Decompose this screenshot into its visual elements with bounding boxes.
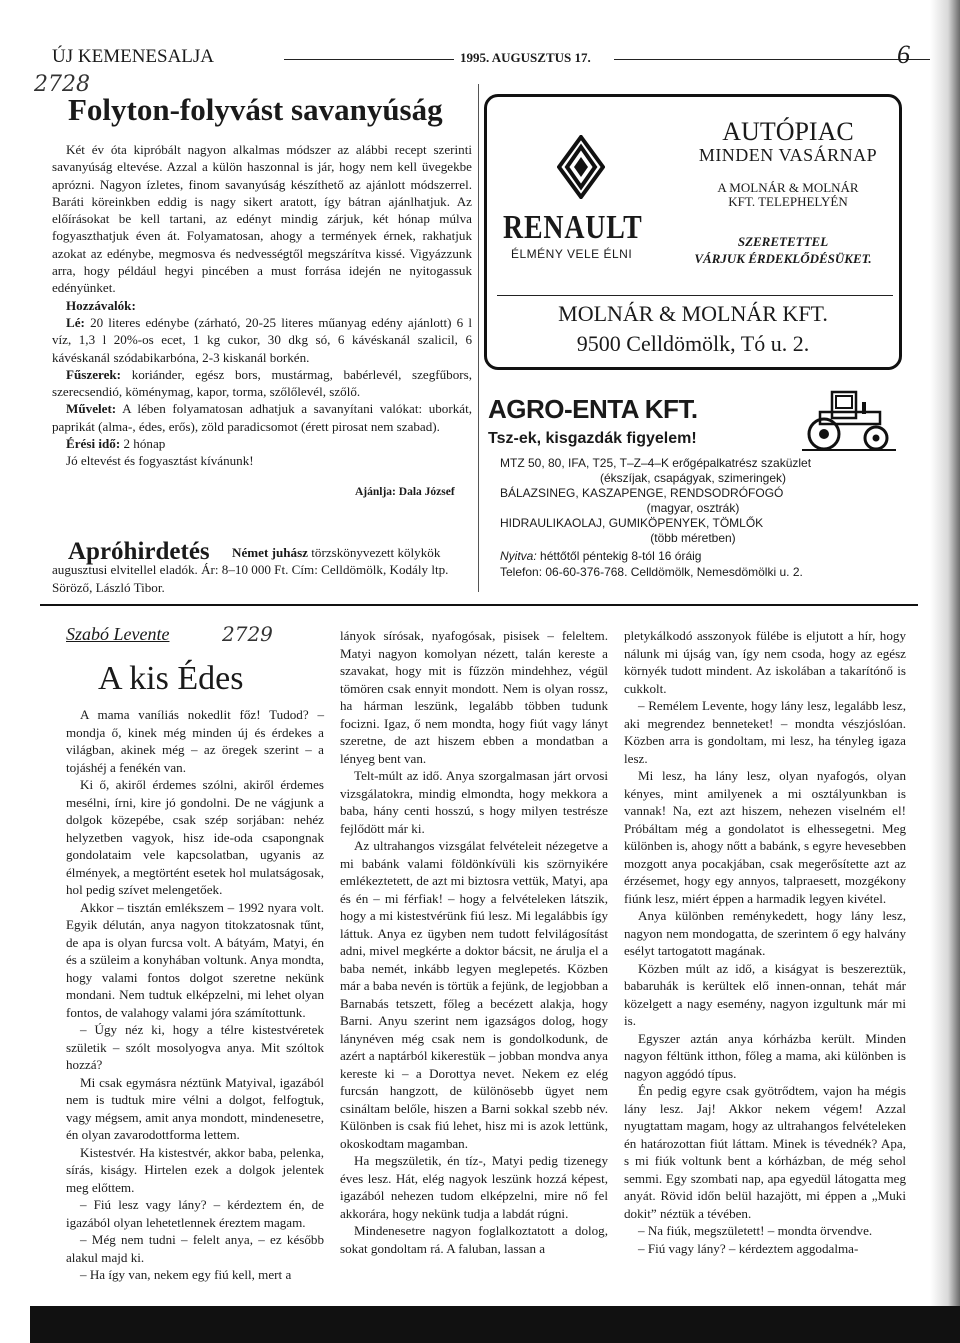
renault-slogan: ÉLMÉNY VELE ÉLNI (511, 247, 633, 261)
story-paragraph: Mi csak egymásra néztünk Matyival, igazából nem is tudtuk mire vélni a dolgot, felfogtuk, vagy mégsem, amit anya mondott, mindenesetre, én olyan zavarodottforma lettem. (66, 1074, 324, 1142)
page-header (52, 40, 910, 70)
story-paragraph: Közben múlt az idő, a kiságyat is beszereztük, babaruhák is kerültek elő innen-onnan, tehát már közelgett a nagy esemény, nagyon izgultunk már mi is. (624, 960, 906, 1028)
agro-line: (több méretben) (650, 531, 736, 545)
agro-line: (ékszíjak, csapágyak, szimeringek) (599, 471, 787, 485)
agro-company-name: AGRO-ENTA KFT. (488, 394, 698, 424)
autopiac-title: AUTÓPIAC (722, 117, 854, 146)
recipe-credit: Ajánlja: Dala József (355, 486, 455, 498)
agro-enta-ad (484, 390, 902, 590)
tractor-icon (802, 388, 896, 452)
agro-line: BÁLAZSINEG, KASZAPENGE, RENDSODRÓFOGÓ (500, 486, 784, 500)
agro-tagline: Tsz-ek, kisgazdák figyelem! (488, 430, 697, 447)
ripen-label: Érési idő: (66, 436, 121, 452)
scan-binding-shadow (930, 0, 960, 1306)
classifieds-lead: Német juhász (232, 545, 308, 560)
story-paragraph: – Na fiúk, megszületett! – mondta örvendve. (638, 1223, 873, 1238)
story-paragraph: lányok sírósak, nyafogósak, pisisek – feleltem. Matyi nagyon komolyan nézett, talán kereste a szavakat, hogy mit is fűzzön mindehhez, végül tömören csak ennyit mondott. Nem is olyan rossz, ha hárman leszünk, legalább többen tudunk focizni. Igaz, ő nem mondta, hogy fiút vagy lányt szeretne, de azt hiszem ebben a mondatban a lényeg bent van. (340, 628, 608, 766)
le-label: Lé: (66, 314, 85, 330)
hours-label: Nyitva: (500, 549, 537, 563)
story-title: A kis Édes (98, 660, 244, 697)
story-paragraph: Anya különben reménykedett, hogy lány lesz, nagyon nem mondogatta, de szerintem ő egy halvány esélyt tartogatott magának. (624, 908, 906, 958)
autopiac-firm (673, 181, 903, 209)
recipe-body (52, 141, 472, 470)
welcome-line: SZERETETTEL (737, 234, 829, 249)
story-paragraph: Az ultrahangos vizsgálat felvételeit nézegetve a mi babánk valami földönkívüli kis szörnyikére emlékeztetett, de azt mi biztosra vettük, Matyi, apa és én – mi férfiak! – hogy a felvételeken látszik, hogy a mi kistestvérünk fiú lesz. Mi legalábbis így láttuk. Anya ez ügyben nem tudott felvilágosítást adni, mivel megkérte a doktor bácsit, ne árulja el a baba nemét, inkább legyen meglepetés. Közben már a baba nevén is törtük a fejünk, de legjobban a Barnabás tetszett, főleg a becézett alakja, hogy Barni. Anyu szerint nem igazságos dolog, hogy lánynéven még csak nem is gondolkodunk, de azért a naptárból kikerestük – jobban mondva anya kereste ki – a Dorottya nevet. Nekem ez elég furcsán hangzott, de különösebb ügyet nem csináltam belőle, hiszen a Barni sokkal szebb név. Különben is csak fiú lehet, hisz mi is azok lettünk, okoskodtam magamban. (340, 838, 608, 1151)
renault-brand: RENAULT (503, 209, 643, 246)
spices-text: koriánder, egész bors, mustármag, babérlevél, szegfűbors, szerecsendió, köménymag, kapor, torma, szőlőlevél, szőlő. (52, 366, 472, 400)
autopiac-address: 9500 Celldömölk, Tó u. 2. (576, 331, 810, 356)
firm-line: KFT. TELEPHELYÉN (728, 194, 848, 209)
story-paragraph: – Úgy néz ki, hogy a télre kistestvéretek születik – szólt mosolyogva anya. Mit szóltok hozzá? (66, 1022, 324, 1072)
spices-label: Fűszerek: (66, 366, 122, 382)
story-paragraph: Ha megszületik, én tíz-, Matyi pedig tizenegy éves lesz. Hát, elég nagyok leszünk hozzá képest, igazából nehezen tudom elképzelni, mire nő fel akkorára, hogy nekünk tudja a labdát rúgni. (340, 1153, 608, 1221)
process-label: Művelet: (66, 401, 117, 417)
story-paragraph: Akkor – tisztán emlékszem – 1992 nyara volt. Egyik délután, anya nagyon titokzatosnak tűnt, de apa is olyan furcsa volt. A bátyám, Matyi, én és a szüleim a konyhában voltunk. Anya mondta, hogy valami fontos dolgot szeretne nekünk mondani. Nem tudtuk elképzelni, mi lehet olyan fontos, de valahogy valami jóra számítottunk. (66, 899, 324, 1020)
story-paragraph: pletykálkodó asszonyok fülébe is eljutott a hír, hogy nálunk mi újság van, így nem csoda, hogy az egész környék tudott mindent. Az iskolában a takarítónő is cukkolt. (624, 628, 906, 696)
classifieds-body (52, 544, 472, 596)
agro-line: HIDRAULIKAOLAJ, GUMIKÖPENYEK, TÖMLŐK (500, 516, 764, 530)
recipe-title: Folyton-folyvást savanyúság (68, 92, 443, 127)
welcome-line: VÁRJUK ÉRDEKLŐDÉSÜKET. (694, 251, 872, 266)
handwritten-archive-number: 2729 (222, 622, 273, 646)
story-paragraph: Mindenesetre nagyon foglalkoztatott a dolog, sokat gondoltam rá. A faluban, lassan a (340, 1223, 608, 1256)
story-paragraph: Egyszer aztán anya kórházba került. Minden nagyon féltünk itthon, főleg a mama, aki különben is nagyon aggódó típus. (624, 1030, 906, 1081)
column-divider (478, 84, 479, 592)
story-paragraph: – Remélem Levente, hogy lány lesz, legalább lesz, aki megrendez benneteket! – mondta vészjóslóan. Közben arra is gondoltam, mi lesz, ha tényleg igaza lesz. (624, 698, 906, 766)
story-paragraph: – Még nem tudni – felelt anya, – ez később alakul majd ki. (66, 1232, 324, 1265)
scan-bottom-edge (30, 1306, 960, 1343)
handwritten-archive-number: 2728 (34, 72, 90, 97)
story-paragraph: – Fiú vagy lány? – kérdeztem aggodalma- (638, 1240, 859, 1256)
story-column-1 (66, 706, 324, 1284)
section-divider (40, 604, 918, 606)
renault-diamond-logo (557, 135, 605, 199)
autopiac-welcome (661, 233, 905, 267)
header-rule (284, 59, 454, 60)
page-number: 6 (897, 40, 910, 69)
newspaper-name: ÚJ KEMENESALJA (52, 46, 215, 67)
story-author: Szabó Levente (66, 624, 170, 644)
recipe-wish: Jó eltevést és fogyasztást kívánunk! (66, 453, 254, 469)
autopiac-subtitle: MINDEN VASÁRNAP (698, 145, 878, 165)
ingredients-label: Hozzávalók: (66, 297, 136, 313)
story-paragraph: Mi lesz, ha lány lesz, olyan nyafogós, olyan kényes, mint amilyenek a mi osztályunkban is vannak! Na, ezt azt hiszem, nehezen viselném el! Próbáltam még a gondolatot is elhessegetni. Meg különben is, ahogy nőtt a babánk, s egyre hevesebben mozgott anya pocakjában, csak megerősítette azt az érzésemet, hogy egy annyos, talpraesett, mozgékony fiúnk lesz, miért éppen a harmadik legyen kivétel. (624, 768, 906, 906)
ad-rule (497, 295, 893, 296)
agro-line: (magyar, osztrák) (646, 501, 740, 515)
firm-line: A MOLNÁR & MOLNÁR (717, 180, 859, 195)
story-paragraph: – Ha így van, nekem egy fiú kell, mert a (80, 1267, 292, 1282)
classifieds-text: törzskönyvezett kölykök augusztusi elvitellel eladók. Ár: 8–10 000 Ft. Cím: Celldömölk, Kodály ltp. Söröző, László Tibor. (52, 545, 449, 595)
le-text: 20 literes edénybe (zárható, 20-25 literes műanyag edény ajánlott) 6 l víz, 1,3 l 20%-os ecet, 1 kg cukor, 30 dkg só, 6 kávéskanál szalicil, 6 kávéskanál szódabikarbóna, 2-3 kiskanál borkén. (52, 314, 473, 365)
story-paragraph: – Fiú lesz vagy lány? – kérdeztem én, de igazából olyan lehetetlennek éreztem magam. (66, 1197, 324, 1230)
story-paragraph: A mama vaníliás nokedlit főz! Tudod? – mondja ő, kinek még minden új és érdekes a világban, akinek még – az öregek szerint – a tojáshéj a fenékén van. (66, 707, 324, 775)
recipe-intro: Két év óta kipróbált nagyon alkalmas módszer az alábbi recept szerinti savanyúság eltevése. Azzal a külön haszonnal is jár, hogy nem kell üvegekbe aprózni. Nagyon ízletes, finom savanyúság készíthető az ajánlott módszerrel. Baráti köreinkben eddig is nagy sikert aratott, így bátran ajánlhatjuk. Az előírásokat be kell tartani, az edényt mindig zárjuk, két hónap múlva fogyaszthatjuk éven át. Folyamatosan, ahogy a termények érnek, rakhatjuk azokat az edénybe, megmosva és nedvességtől megszárítva kissé. Vigyázzunk arra, hogy például hegyi pincében a must forrása idején ne nyitogassuk edényünket. (52, 142, 472, 296)
ripen-text: 2 hónap (123, 436, 166, 452)
autopiac-company: MOLNÁR & MOLNÁR KFT. (558, 301, 828, 326)
scan-edge (0, 0, 6, 1343)
story-paragraph: Kistestvér. Ha kistestvér, akkor baba, pelenka, sírás, kiságy. Hirtelen ezek a dolgok jelentek meg előttem. (66, 1144, 324, 1195)
hours-text: héttőtől péntekig 8-tól 16 óráig (540, 549, 702, 563)
process-text: A lében folyamatosan adhatjuk a savanyítani valókat: uborkát, paprikát (alma-, édes, erős), zöld paradicsomot (érett pirosat nem szabad). (52, 401, 472, 434)
story-paragraph: Telt-múlt az idő. Anya szorgalmasan járt orvosi vizsgálatokra, mindig elmondta, hogy mekkora a baba, hány centi hosszú, s hogy milyen testrésze fejlődött már ki. (340, 768, 608, 836)
classifieds-title: Apróhirdetés (68, 538, 210, 565)
agro-line: MTZ 50, 80, IFA, T25, T–Z–4–K erőgépalkatrész szaküzlet (500, 456, 812, 470)
agro-hours (500, 549, 701, 563)
story-column-3 (624, 627, 906, 1257)
agro-contact: Telefon: 06-60-376-768. Celldömölk, Nemesdömölki u. 2. (500, 565, 803, 579)
header-rule (614, 59, 932, 60)
story-paragraph: Én pedig egyre csak gyötrődtem, vajon ha mégis lány lesz. Jaj! Akkor nekem végem! Azzal nyugtattam magam, hogy az ultrahangos felvételeken én határozottan fiút láttam. Minek is tévednék? Apa, s mi fiúk voltunk bent a kórházban, de még sehol semmi. Egy szombati nap, apa egyedül látogatta meg anyát. Rövid időn belül hazajött, mi éppen a „Muki dokit” néztük a tévében. (624, 1083, 906, 1221)
issue-date: 1995. AUGUSZTUS 17. (460, 50, 591, 65)
story-column-2 (340, 627, 608, 1257)
story-paragraph: Ki ő, akiről érdemes szólni, akiről érdemes mesélni, írni, kire jó gondolni. De ne vágjunk a dolgok közepébe, csak szép sorjában: nehéz helyzetben vagyok, hisz ide-oda csapongnak gondolataim vele kapcsolatban, ugyanis az élmények, a megtörtént esetek hol mulatságosak, hol pedig szívet melengetőek. (66, 777, 324, 897)
autopiac-ad (484, 94, 902, 370)
